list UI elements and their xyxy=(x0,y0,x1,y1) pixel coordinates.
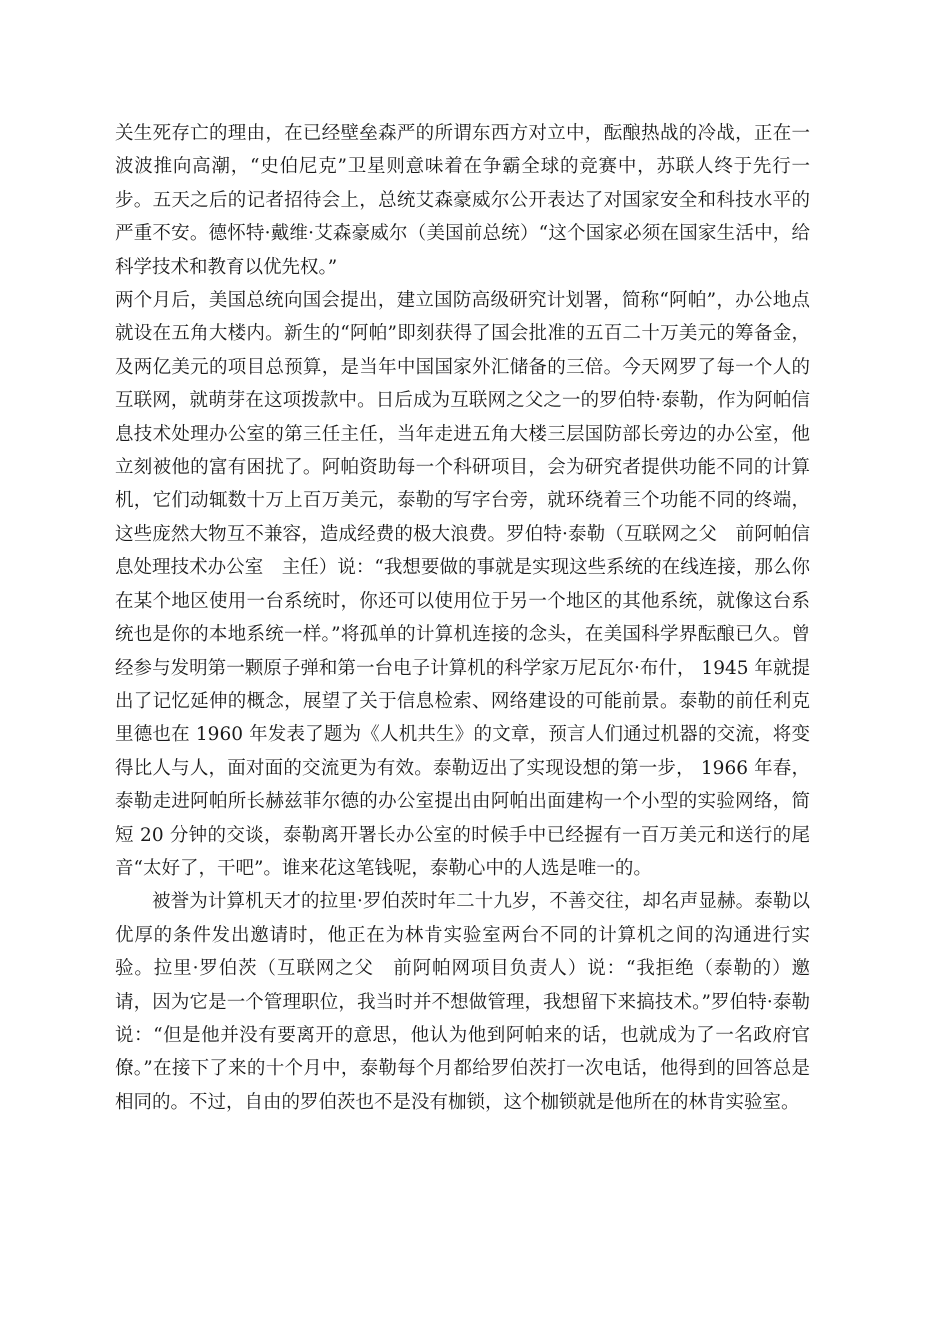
paragraph-1: 关生死存亡的理由，在已经壁垒森严的所谓东西方对立中，酝酿热战的冷战，正在一波波推向高潮，“史伯尼克”卫星则意味着在争霸全球的竞赛中，苏联人终于先行一步。五天之后的记者招待会上，总统艾森豪威尔公开表达了对国家安全和科技水平的严重不安。德怀特·戴维·艾森豪威尔（美国前总统）“这个国家必须在国家生活中，给科学技术和教育以优先权。” xyxy=(115,123,810,278)
document-body xyxy=(115,117,810,1119)
paragraph-2: 两个月后，美国总统向国会提出，建立国防高级研究计划署，简称“阿帕”，办公地点就设在五角大楼内。新生的“阿帕”即刻获得了国会批准的五百二十万美元的筹备金，及两亿美元的项目总预算，是当年中国国家外汇储备的三倍。今天网罗了每一个人的互联网，就萌芽在这项拨款中。日后成为互联网之父之一的罗伯特·泰勒，作为阿帕信息技术处理办公室的第三任主任，当年走进五角大楼三层国防部长旁边的办公室，他立刻被他的富有困扰了。阿帕资助每一个科研项目，会为研究者提供功能不同的计算机，它们动辄数十万上百万美元，泰勒的写字台旁，就环绕着三个功能不同的终端，这些庞然大物互不兼容，造成经费的极大浪费。罗伯特·泰勒（互联网之父 前阿帕信息处理技术办公室 主任）说：“我想要做的事就是实现这些系统的在线连接，那么你在某个地区使用一台系统时，你还可以使用位于另一个地区的其他系统，就像这台系统也是你的本地系统一样。”将孤单的计算机连接的念头，在美国科学界酝酿已久。曾经参与发明第一颗原子弹和第一台电子计算机的科学家万尼瓦尔·布什， 1945 年就提出了记忆延伸的概念，展望了关于信息检索、网络建设的可能前景。泰勒的前任利克里德也在 1960 年发表了题为《人机共生》的文章，预言人们通过机器的交流，将变得比人与人，面对面的交流更为有效。泰勒迈出了实现设想的第一步， 1966 年春，泰勒走进阿帕所长赫兹菲尔德的办公室提出由阿帕出面建构一个小型的实验网络，简短 20 分钟的交谈，泰勒离开署长办公室的时候手中已经握有一百万美元和送行的尾音“太好了，干吧”。谁来花这笔钱呢，泰勒心中的人选是唯一的。 xyxy=(115,290,810,879)
paragraph-3: 被誉为计算机天才的拉里·罗伯茨时年二十九岁，不善交往，却名声显赫。泰勒以优厚的条件发出邀请时，他正在为林肯实验室两台不同的计算机之间的沟通进行实验。拉里·罗伯茨（互联网之父 前阿帕网项目负责人）说：“我拒绝（泰勒的）邀请，因为它是一个管理职位，我当时并不想做管理，我想留下来搞技术。”罗伯特·泰勒说：“但是他并没有要离开的意思，他认为他到阿帕来的话，也就成为了一名政府官僚。”在接下了来的十个月中，泰勒每个月都给罗伯茨打一次电话，他得到的回答总是相同的。不过，自由的罗伯茨也不是没有枷锁，这个枷锁就是他所在的林肯实验室。 xyxy=(115,891,810,1113)
